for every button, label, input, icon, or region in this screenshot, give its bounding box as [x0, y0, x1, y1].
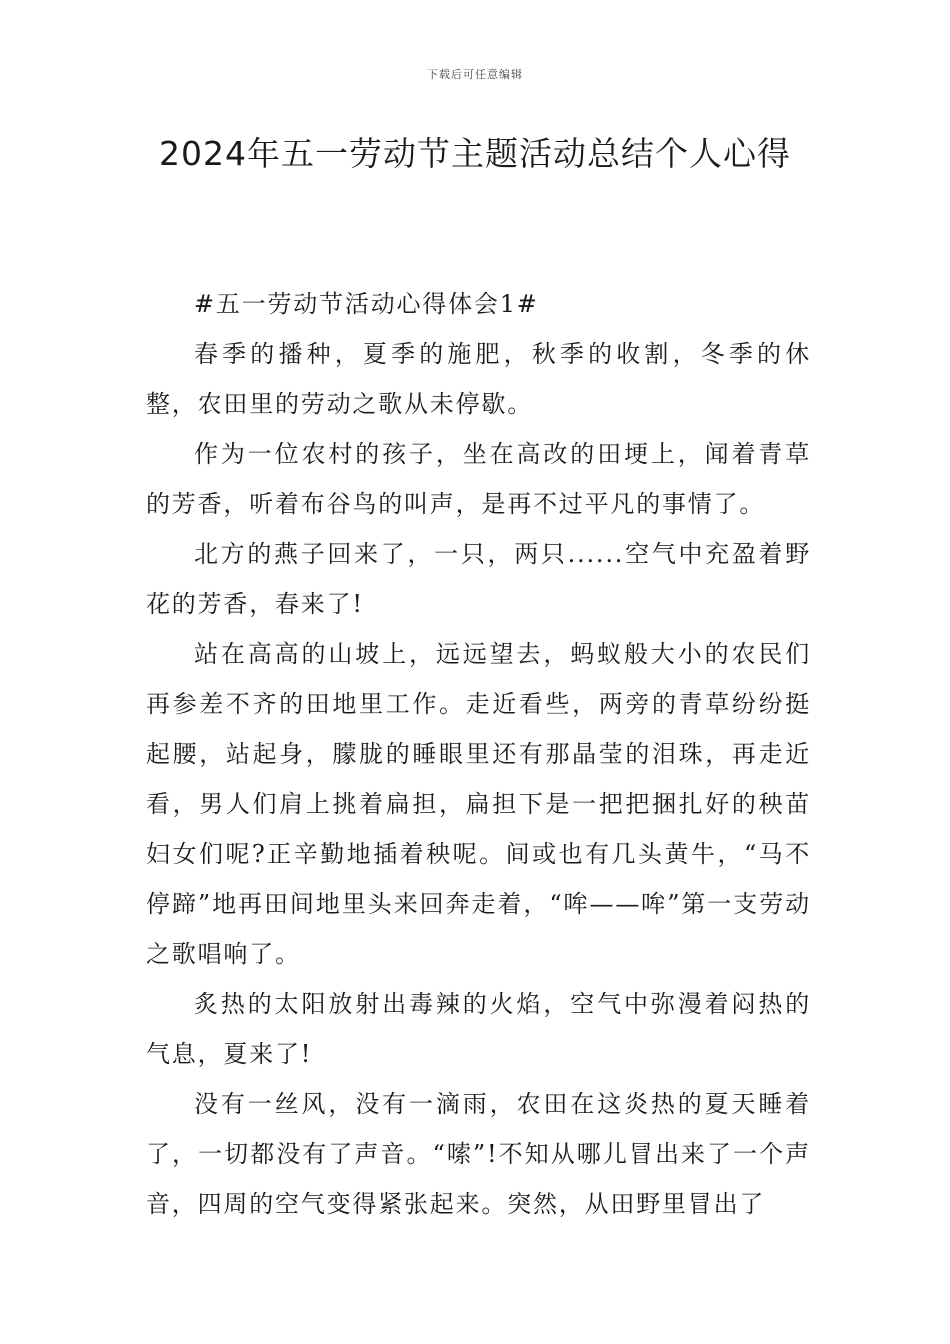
- paragraph: 没有一丝风，没有一滴雨，农田在这炎热的夏天睡着了，一切都没有了声音。“嗦”!不知从哪儿冒出来了一个声音，四周的空气变得紧张起来。突然，从田野里冒出了: [146, 1090, 811, 1218]
- paragraph: 炙热的太阳放射出毒辣的火焰，空气中弥漫着闷热的气息，夏来了!: [146, 990, 811, 1068]
- paragraph: 春季的播种，夏季的施肥，秋季的收割，冬季的休整，农田里的劳动之歌从未停歇。: [146, 340, 811, 418]
- paragraph: 作为一位农村的孩子，坐在高改的田埂上，闻着青草的芳香，听着布谷鸟的叫声，是再不过平凡的事情了。: [146, 440, 811, 518]
- section-heading: #五一劳动节活动心得体会1#: [194, 290, 539, 318]
- paragraph: 站在高高的山坡上，远远望去，蚂蚁般大小的农民们再参差不齐的田地里工作。走近看些，两旁的青草纷纷挺起腰，站起身，朦胧的睡眼里还有那晶莹的泪珠，再走近看，男人们肩上挑着扁担，扁担下是一把把捆扎好的秧苗妇女们呢?正辛勤地插着秧呢。间或也有几头黄牛，“马不停蹄”地再田间地里头来回奔走着，“哞——哞”第一支劳动之歌唱响了。: [146, 640, 811, 968]
- document-title: 2024年五一劳动节主题活动总结个人心得: [159, 134, 791, 173]
- header-note: 下载后可任意编辑: [427, 68, 523, 81]
- document-body: [146, 279, 811, 1229]
- paragraph: 北方的燕子回来了，一只，两只......空气中充盈着野花的芳香，春来了!: [146, 540, 811, 618]
